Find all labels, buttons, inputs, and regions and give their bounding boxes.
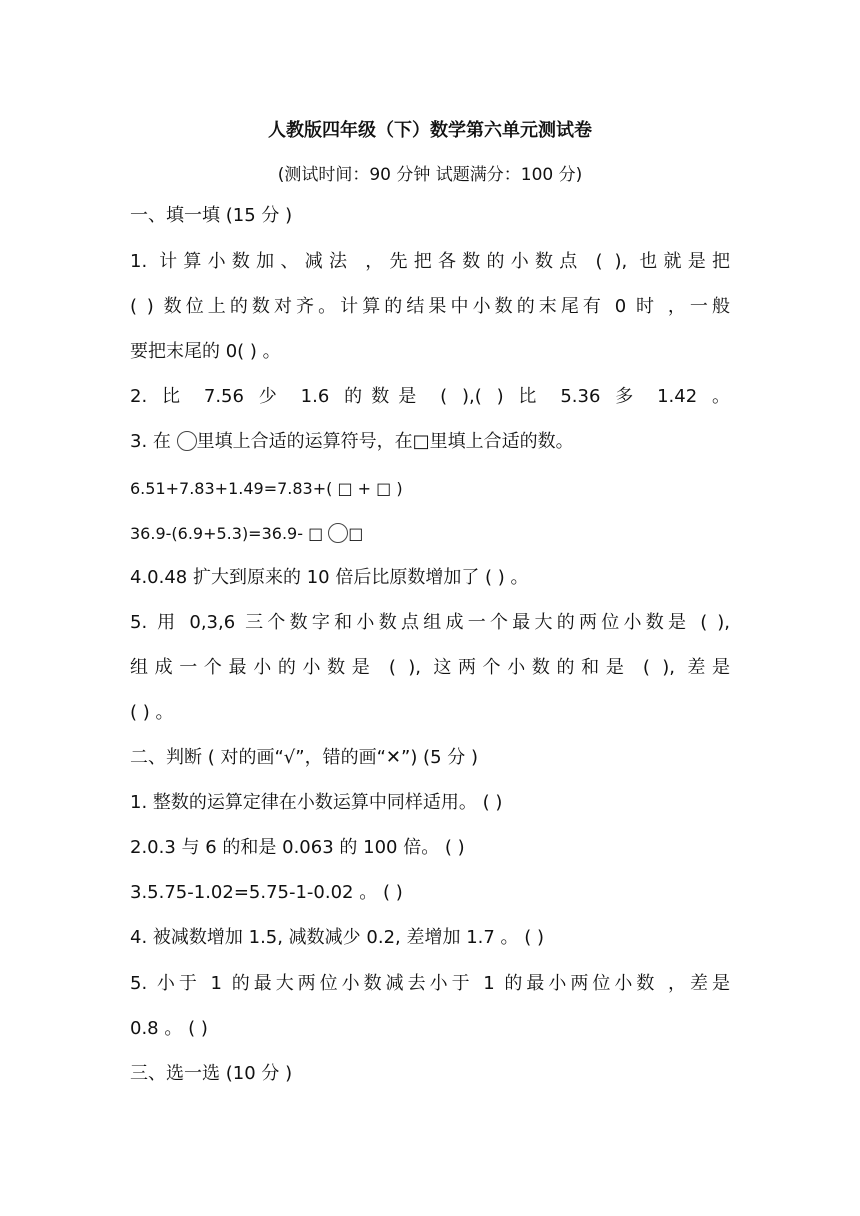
s1-q3-prefix: 3. 在 — [130, 431, 171, 452]
section-1-heading: 一、填一填 (15 分 ) — [130, 205, 293, 226]
s1-q3-equation-2 — [130, 523, 730, 543]
s1-q1-line2: ( ) 数位上的数对齐。计算的结果中小数的末尾有 0 时 ，一般 — [130, 296, 730, 317]
s1-q4: 4.0.48 扩大到原来的 10 倍后比原数增加了 ( ) 。 — [130, 567, 529, 588]
section-2-heading: 二、判断 ( 对的画“√”，错的画“✕”) (5 分 ) — [130, 747, 479, 768]
page-title: 人教版四年级（下）数学第六单元测试卷 — [268, 120, 592, 141]
section-3-heading: 三、选一选 (10 分 ) — [130, 1063, 293, 1084]
s2-q4: 4. 被减数增加 1.5, 减数减少 0.2, 差增加 1.7 。 ( ) — [130, 927, 545, 948]
s1-q3-suffix: 里填上合适的运算符号，在□里填上合适的数。 — [196, 431, 574, 452]
page-subtitle: (测试时间：90 分钟 试题满分：100 分) — [277, 165, 583, 185]
s2-q5-line2: 0.8 。 ( ) — [130, 1018, 208, 1039]
s1-q3 — [130, 431, 730, 453]
s1-q3-eq2-prefix: 36.9-(6.9+5.3)=36.9- □ — [130, 524, 324, 543]
circle-blank-icon — [177, 431, 197, 451]
s1-q3-equation-1: 6.51+7.83+1.49=7.83+( □ + □ ) — [130, 479, 403, 498]
s2-q1: 1. 整数的运算定律在小数运算中同样适用。 ( ) — [130, 792, 503, 813]
circle-blank-icon — [328, 523, 348, 543]
s1-q3-eq2-suffix: □ — [348, 524, 364, 543]
s2-q3: 3.5.75-1.02=5.75-1-0.02 。 ( ) — [130, 882, 403, 903]
s1-q1-line3: 要把末尾的 0( ) 。 — [130, 341, 281, 362]
s1-q5-line2: 组成一个最小的小数是 ( ), 这两个小数的和是 ( ), 差是 — [130, 657, 730, 678]
s2-q2: 2.0.3 与 6 的和是 0.063 的 100 倍。 ( ) — [130, 837, 465, 858]
s1-q2: 2. 比 7.56 少 1.6 的数是 ( ),( ) 比 5.36 多 1.42 。 — [130, 386, 730, 407]
s1-q5-line3: ( ) 。 — [130, 702, 174, 723]
s1-q1-line1: 1. 计算小数加、减法 ，先把各数的小数点 ( ), 也就是把 — [130, 251, 730, 272]
s1-q5-line1: 5. 用 0,3,6 三个数字和小数点组成一个最大的两位小数是 ( ), — [130, 612, 730, 633]
s2-q5-line1: 5. 小于 1 的最大两位小数减去小于 1 的最小两位小数 ，差是 — [130, 973, 730, 994]
